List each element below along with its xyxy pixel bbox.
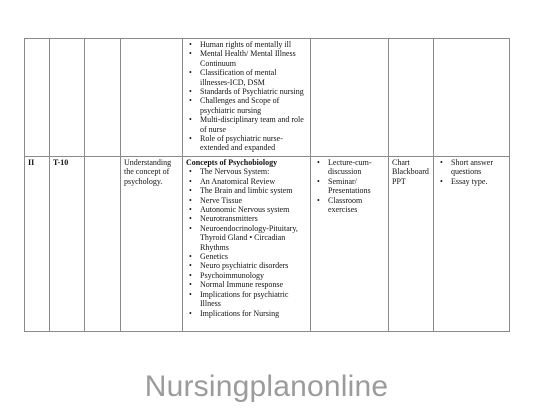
list-item: • Standards of Psychiatric nursing [200,87,307,96]
time-cell: T-10 [50,157,85,332]
list-item: • The Brain and limbic system [200,186,307,195]
methods-cell [311,157,389,332]
methods-cell [311,39,389,157]
evaluation-cell-list [437,158,506,186]
evaluation-cell [434,39,510,157]
watermark: Nursingplanonline [144,370,389,403]
unit-cell [25,39,50,157]
list-item: • Implications for Nursing [200,309,307,318]
content-cell-list [186,167,307,318]
content-cell [183,157,311,332]
list-item: • Neurotransmitters [200,214,307,223]
list-item: • The Nervous System: [200,167,307,176]
aids-cell: Chart Blackboard PPT [389,157,434,332]
list-item: • Short answer questions [451,158,506,177]
list-item: • Lecture-cum-discussion [328,158,385,177]
list-item: • Nerve Tissue [200,196,307,205]
content-cell-list [186,40,307,153]
list-item: • Neuro psychiatric disorders [200,261,307,270]
unit-cell: II [25,157,50,332]
list-item: • Mental Health/ Mental Illness Continuum [200,49,307,68]
evaluation-cell [434,157,510,332]
list-item: • Neuroendocrinology-Pituitary, Thyroid Gland • Circadian Rhythms [200,224,307,252]
objective-cell: Understanding the concept of psychology. [121,157,183,332]
list-item: • Human rights of mentally ill [200,40,307,49]
blank-cell [85,157,121,332]
curriculum-table-page [24,38,509,333]
list-item: • Autonomic Nervous system [200,205,307,214]
list-item: • Genetics [200,252,307,261]
list-item: • Normal Immune response [200,280,307,289]
list-item: • Role of psychiatric nurse- extended and expanded [200,134,307,153]
curriculum-table [24,38,510,332]
table-row [25,39,510,157]
list-item: • Multi-disciplinary team and role of nurse [200,115,307,134]
list-item: • Seminar/ Presentations [328,177,385,196]
table-row [25,157,510,332]
list-item: • Classroom exercises [328,196,385,215]
objective-cell [121,39,183,157]
blank-cell [85,39,121,157]
list-item: • Classification of mental illnesses-ICD, DSM [200,68,307,87]
time-cell [50,39,85,157]
list-item: • Psychoimmunology [200,271,307,280]
content-title: Concepts of Psychobiology [186,158,278,167]
methods-cell-list [314,158,385,214]
aids-cell [389,39,434,157]
list-item: • Implications for psychiatric Illness [200,290,307,309]
content-cell [183,39,311,157]
list-item: • Challenges and Scope of psychiatric nursing [200,96,307,115]
list-item: • Essay type. [451,177,506,186]
list-item: • An Anatomical Review [200,177,307,186]
